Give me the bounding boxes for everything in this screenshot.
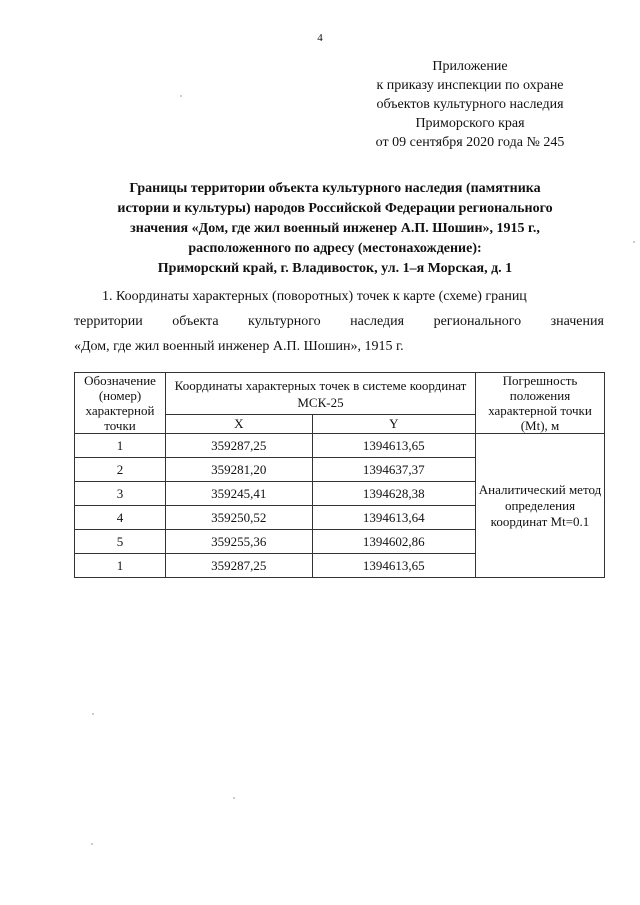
coordinates-table <box>74 372 605 578</box>
cell-x: 359255,36 <box>166 530 313 554</box>
intro-paragraph <box>74 284 604 359</box>
scan-speck <box>91 843 93 845</box>
header-accuracy: Погрешность положения характерной точки (Mt), м <box>476 373 605 434</box>
cell-point: 5 <box>75 530 166 554</box>
cell-x: 359281,20 <box>166 458 313 482</box>
paragraph-word: культурного <box>248 314 321 329</box>
appendix-line: Приморского края <box>415 116 525 131</box>
cell-point: 2 <box>75 458 166 482</box>
cell-y: 1394613,65 <box>312 554 475 578</box>
appendix-block <box>350 57 590 152</box>
paragraph-line: «Дом, где жил военный инженер А.П. Шошин», 1915 г. <box>74 339 404 354</box>
paragraph-word: значения <box>550 314 604 329</box>
cell-x: 359287,25 <box>166 434 313 458</box>
appendix-line: от 09 сентября 2020 года № 245 <box>375 135 565 150</box>
cell-x: 359287,25 <box>166 554 313 578</box>
paragraph-line-justified <box>74 309 604 334</box>
cell-point: 4 <box>75 506 166 530</box>
title-line: Границы территории объекта культурного наследия (памятника <box>129 181 541 196</box>
scan-speck <box>633 241 635 243</box>
table-row <box>75 434 605 458</box>
cell-point: 1 <box>75 554 166 578</box>
scan-speck <box>233 797 235 799</box>
appendix-line: Приложение <box>432 59 508 74</box>
header-point-number: Обозначение (номер) характерной точки <box>75 373 166 434</box>
header-x: X <box>166 415 313 434</box>
cell-accuracy-note: Аналитический метод определения координат Mt=0.1 <box>476 434 605 578</box>
cell-point: 1 <box>75 434 166 458</box>
paragraph-word: объекта <box>172 314 219 329</box>
scan-speck <box>92 713 94 715</box>
appendix-line: объектов культурного наследия <box>376 97 564 112</box>
cell-y: 1394613,65 <box>312 434 475 458</box>
paragraph-line: 1. Координаты характерных (поворотных) точек к карте (схеме) границ <box>102 289 527 304</box>
cell-y: 1394628,38 <box>312 482 475 506</box>
paragraph-word: территории <box>74 314 143 329</box>
paragraph-word: наследия <box>350 314 405 329</box>
document-title <box>70 179 600 279</box>
title-line: Приморский край, г. Владивосток, ул. 1–я Морская, д. 1 <box>157 261 513 276</box>
header-y: Y <box>312 415 475 434</box>
page-number: 4 <box>317 32 323 44</box>
title-line: значения «Дом, где жил военный инженер А.П. Шошин», 1915 г., <box>130 221 540 236</box>
title-line: расположенного по адресу (местонахождение): <box>188 241 482 256</box>
paragraph-word: регионального <box>433 314 522 329</box>
scan-speck <box>180 95 182 97</box>
cell-y: 1394613,64 <box>312 506 475 530</box>
cell-point: 3 <box>75 482 166 506</box>
cell-y: 1394602,86 <box>312 530 475 554</box>
cell-x: 359250,52 <box>166 506 313 530</box>
appendix-line: к приказу инспекции по охране <box>376 78 564 93</box>
cell-x: 359245,41 <box>166 482 313 506</box>
header-coordinates: Координаты характерных точек в системе координат МСК-25 <box>166 373 476 415</box>
title-line: истории и культуры) народов Российской Федерации регионального <box>117 201 553 216</box>
cell-y: 1394637,37 <box>312 458 475 482</box>
